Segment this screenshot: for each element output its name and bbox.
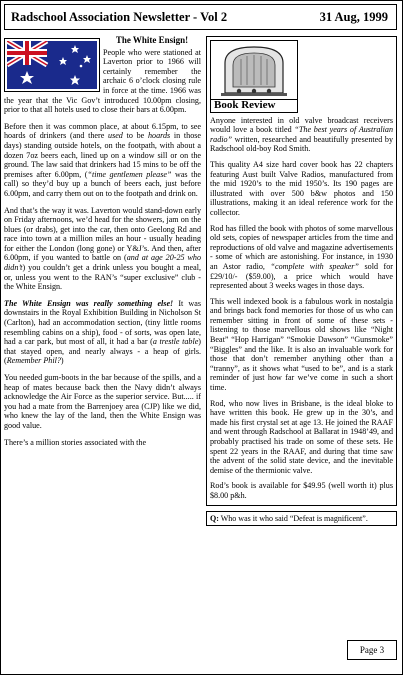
story-title: The White Ensign! [115, 35, 189, 45]
review-paragraph: Rod’s book is available for $49.95 (well worth it) plus $8.00 p&h. [210, 481, 393, 500]
story-intro: The White Ensign! People who were stationed at Laverton prior to 1966 will certainly remember the archaic 6 o’clock closing rule in force at the time. 1966 was the year that the Vic Gov’t introduced 10.00pm closing, prior to that all hotels used to close their bars at 6.00pm. [4, 35, 201, 115]
story-subheading: The White Ensign was really something else! [4, 298, 174, 308]
review-paragraph: Anyone interested in old valve broadcast receivers would love a book titled “The best years of Australian radio” written, researched and beautifully presented by Radschool old-boy Rod Smith. [210, 115, 393, 154]
newsletter-date: 31 Aug, 1999 [319, 9, 388, 24]
flag-box [4, 38, 100, 92]
review-paragraph: This well indexed book is a fabulous work in nostalgia and brings back fond memories for those of us who can remember sitting in front of some of these sets - listening to those marvellous old shows like “Night Beat” “Hop Harrigan” “Smokie Dawson” “Gunsmoke” “Biggles” and the like. It is also an invaluable work for those that don’t remember anything other than a “tranny”, as it shows what “used to be”, and is a stark reminder of just how far we’ve come in such a short time. [210, 296, 393, 393]
question-label: Q: [210, 513, 219, 523]
story-paragraph: There’s a million stories associated with the [4, 437, 147, 447]
australian-flag-icon [7, 41, 97, 89]
question-box [206, 511, 397, 527]
review-paragraph: Rod, who now lives in Brisbane, is the ideal bloke to have written this book. He grew up in the 30’s, and made his first crystal set at age 13. He joined the RAAF and went through Radschool at Ballarat in 1948’49, and probably practised his trade on some of these sets. He spent 22 years in the RAAF, and during that time saw the advent of the solid state device, and the inevitable demise of the thermionic valve. [210, 398, 393, 475]
radio-picture [210, 40, 298, 100]
book-review-box [206, 36, 397, 506]
left-column [4, 36, 201, 454]
newsletter-header [4, 4, 397, 30]
review-paragraph: Rod has filled the book with photos of some marvellous old sets, copies of newspaper articles from the time and reproductions of old valve and magazine advertisements - some of which are astonishing. For instance, in 1930 an Astor radio, “complete with speaker” sold for £29/10/- ($59.00), a price which would have represented about 3 weeks wages in those days. [210, 223, 393, 291]
newsletter-title: Radschool Association Newsletter - Vol 2 [11, 9, 228, 24]
right-column [206, 36, 397, 526]
story-paragraph: Before then it was common place, at about 6.15pm, to see hoards of drinkers (and there used to be hoards in those days) standing outside hotels, on the footpath, with about a dozen 7oz beers each, lined up on a window sill or on the ground. The law said that drinkers had 15 mins to be off the premises after 6.00pm, (“time gentlemen please” was the call) so they’d buy up a bunch of beers each, just before 6.00pm, and carry them out on to the footpath and drink on. [4, 121, 202, 198]
question-text: Who was it who said “Defeat is magnificent”. [220, 513, 368, 523]
story-paragraph: And that’s the way it was. Laverton would stand-down early on Friday afternoons, we’d head for the showers, jam on the blues (or drabs), get into the car, then onto Geelong Rd and race into town at a million miles an hour - usually heading for either the London (long gone) or Y&J’s. And then, after 6.00pm, if you wanted to battle on (and at age 20-25 who didn’t) you couldn’t get a drink unless you bought a meal, or, unless you went to the RAN’s “super exclusive” club - the White Ensign. [4, 205, 201, 292]
story-paragraph: The White Ensign was really something else! It was downstairs in the Royal Exhibition Building in Nicholson St (Carlton), had an accommodation section, (tiny little rooms resembling cabins on a ship), food - of sorts, was open late, had a car park, but most of all, it had a bar (a trestle table) that stayed open, and nearly always - a heap of girls. (Remember Phil?) [4, 298, 201, 366]
page-number: Page 3 [347, 640, 397, 660]
story-paragraph: You needed gum-boots in the bar because of the spills, and a heap of mates because back then the Navy didn’t always acknowledge the Air Force as the superior service. But..... if you had a mate from the Barrenjoey area (CJP) like we did, who knew the lay of the land, then the White Ensign was good value. [4, 373, 201, 430]
book-review-heading: Book Review [210, 41, 298, 113]
vintage-radio-icon [211, 41, 297, 99]
review-paragraph: This quality A4 size hard cover book has 22 chapters featuring Aust built Valve Radios, manufactured from the mid 1920’s to the mid 1950’s. Its 190 pages are illustrated with over 500 b&w photos and 150 illustrations, making it an ideal reference work for the collector. [210, 159, 393, 217]
